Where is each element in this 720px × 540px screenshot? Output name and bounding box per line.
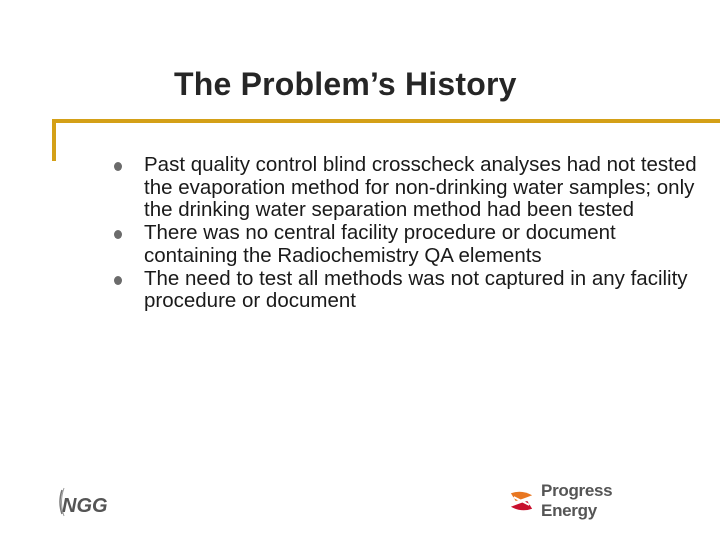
bullet-dot-icon bbox=[114, 230, 122, 239]
slide-title: The Problem’s History bbox=[174, 66, 517, 102]
bullet-dot-icon bbox=[114, 162, 122, 171]
bullet-text: There was no central facility procedure or document containing the Radiochemistry QA elements bbox=[144, 221, 616, 267]
progress-energy-text: Progress Energy bbox=[541, 481, 613, 520]
progress-energy-logo bbox=[508, 481, 668, 520]
svg-text:NGG: NGG bbox=[62, 495, 108, 517]
title-rule-vertical bbox=[52, 119, 56, 161]
bullet-text: The need to test all methods was not captured in any facility procedure or document bbox=[144, 266, 688, 313]
bullet-item bbox=[110, 222, 710, 267]
title-rule-horizontal bbox=[52, 119, 720, 123]
bullet-list bbox=[110, 154, 710, 313]
bullet-item bbox=[110, 268, 710, 313]
bullet-text: Past quality control blind crosscheck analyses had not tested the evaporation method for non-drinking water samples; only the drinking water separation method had been tested bbox=[144, 153, 697, 222]
bullet-dot-icon bbox=[114, 276, 122, 285]
progress-energy-mark-icon bbox=[508, 487, 535, 515]
bullet-item bbox=[110, 154, 710, 222]
ngg-logo bbox=[54, 482, 112, 522]
